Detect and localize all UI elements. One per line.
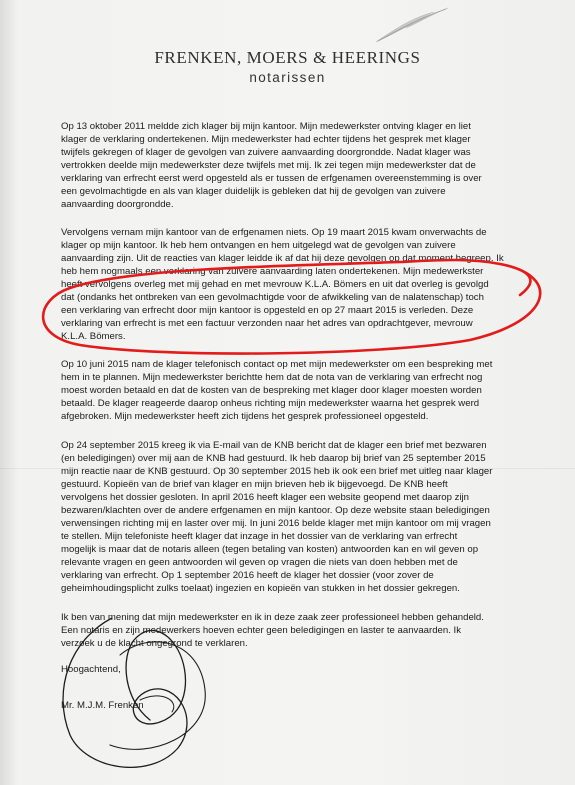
body-line: een verklaring van erfrecht door mijn kantoor is opgesteld en op 27 maart 2015 is verleden. Deze [61,305,474,316]
body-line: klager op mijn kantoor. Ik heb hem ontvangen en hem uitgelegd wat de gevolgen van zuivere [61,240,456,251]
body-line: Op 13 oktober 2011 meldde zich klager bij mijn kantoor. Mijn medewerkster ontving klager en liet [61,121,471,132]
body-line: geheimhoudingsplicht zulks toelaat) ingezien en kopieën van stukken in het dossier gekregen. [61,583,460,594]
body-line: vertrokken deelde mijn medewerkster deze twijfels met mij. Ik zei tegen mijn medewerkster dat de [61,160,476,171]
body-line: afgebroken. Mijn medewerkster heeft zich tijdens het gesprek professioneel opgesteld. [61,411,429,422]
body-line: mogelijk is maar dat de notaris alleen (tegen betaling van kosten) antwoorden kan en wil geven op [61,544,479,555]
body-line: verklaring van erfrecht is met een factuur verzonden naar het adres van opdrachtgever, mevrouw [61,318,473,329]
body-line: mijn reactie naar de KNB gestuurd. Op 30 september 2015 heb ik ook een brief met uitleg naar klager [61,466,493,477]
body-line: vervolgens het dossier gesloten. In april 2016 heeft klager een website geopend met daarop zijn [61,492,469,503]
firm-name: FRENKEN, MOERS & HEERINGS [154,48,421,67]
body-line: aanvaarding zijn. Uit de reacties van klager leidde ik af dat hij deze gevolgen op dat moment begreep. Ik [61,253,504,264]
body-line: gestuurd. Kopieën van de brief van klager en mijn brieven heb ik bijgevoegd. De KNB heeft [61,479,448,490]
body-line: relevante vragen en geen antwoorden wil geven op vragen die niets van doen hebben met de [61,557,458,568]
body-line: klager de verklaring ondertekenen. Mijn medewerkster had echter tijdens het gesprek met klager [61,134,471,145]
body-line: verzoek u de klacht ongegrond te verklaren. [61,638,248,649]
body-line: verwensingen richting mij en laster over mij. In juni 2016 belde klager met mijn kantoor om mij vragen [61,518,491,529]
body-line: te stellen. Mijn telefoniste heeft klager dat inzage in het dossier van de verklaring van erfrecht [61,531,458,542]
body-line: betaald. De klager reageerde daarop onheus richting mijn medewerkster waarna het gesprek werd [61,398,480,409]
body-line: heb hem nogmaals een verklaring van zuivere aanvaarding laten ondertekenen. Mijn medewerkster [61,266,484,277]
firm-subtitle: notarissen [249,70,326,85]
body-line: heeft vervolgens overleg met mij gehad en met mevrouw K.L.A. Bömers en uit dat overleg is gevolgd [61,279,489,290]
body-line: moest worden betaald en dat de kosten van de bespreking met klager door klager moesten worden [61,385,482,396]
body-line: verklaring van erfrecht. Op 1 september 2016 heeft de klager het dossier (voor zover de [61,570,434,581]
body-line: Op 10 juni 2015 nam de klager telefonisch contact op met mijn medewerkster om een bespreking met [61,359,493,370]
body-line: hem in te plannen. Mijn medewerkster berichtte hem dat de nota van de verklaring van erfrecht nog [61,372,483,383]
signatory-name: Mr. M.J.M. Frenken [61,700,144,711]
body-line: dat (ondanks het ontbreken van een gevolmachtigde voor de afwikkeling van de nalatenschap) toch [61,292,484,303]
body-line: Vervolgens vernam mijn kantoor van de erfgenamen niets. Op 19 maart 2015 kwam onverwachts de [61,227,487,238]
body-line: Een notaris en zijn medewerkers hoeven echter geen beledigingen en laster te aanvaarden. Ik [61,625,461,636]
body-line: Ik ben van mening dat mijn medewerkster en ik in deze zaak zeer professioneel hebben gehandeld. [61,612,484,623]
body-line: een gevolmachtigde en als van klager duidelijk is gebleken dat hij de gevolgen van zuivere [61,186,446,197]
body-line: K.L.A. Bömers. [61,331,126,342]
body-line: Op 24 september 2015 kreeg ik via E-mail van de KNB bericht dat de klager een brief met bezwaren [61,440,487,451]
body-line: (en beledigingen) over mij aan de KNB had gestuurd. Ik heb daarop bij brief van 25 september 2015 [61,453,486,464]
body-line: verklaring van erfrecht eerst werd opgesteld als er tussen de erfgenamen overeenstemming is over [61,173,482,184]
body-line: twijfels gekregen of klager de gevolgen van zuivere aanvaarding doorgrondde. Nadat klager was [61,147,471,158]
closing-greeting: Hoogachtend, [61,664,121,675]
body-line: bezwaren/klachten over de andere erfgenamen en mijn kantoor. Op deze website staan beledigingen [61,505,490,516]
body-line: aanvaarding doorgrondde. [61,199,174,210]
